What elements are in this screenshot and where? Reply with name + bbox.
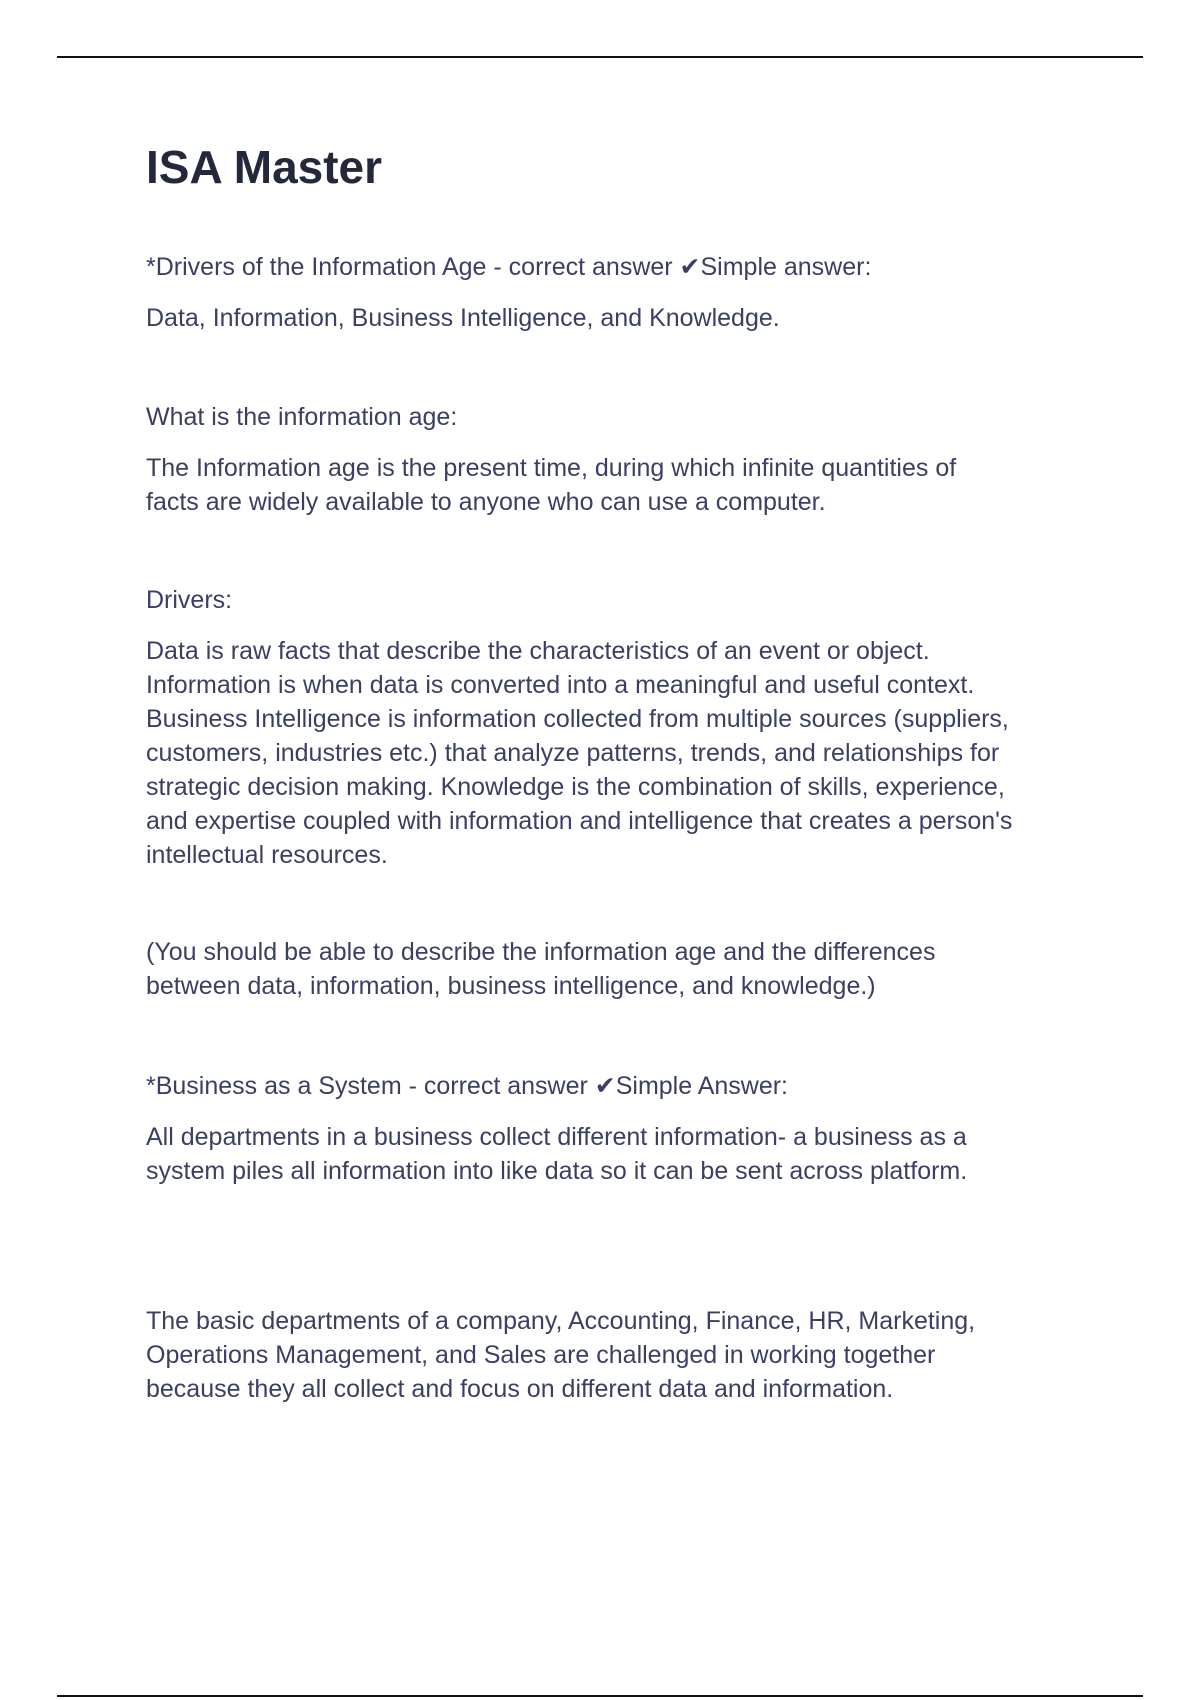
- paragraph-departments: The basic departments of a company, Accounting, Finance, HR, Marketing, Operations Management, and Sales are challenged in working together because they all collect and focus on different data and information.: [146, 1307, 976, 1403]
- subheading-drivers: Drivers:: [146, 586, 233, 614]
- top-divider: [57, 56, 1143, 58]
- bottom-divider: [57, 1695, 1143, 1697]
- question-business-system-heading: *Business as a System - correct answer ✔Simple Answer:: [146, 1072, 789, 1100]
- question-drivers-heading: *Drivers of the Information Age - correct answer ✔Simple answer:: [146, 253, 872, 281]
- paragraph-note: (You should be able to describe the information age and the differences between data, information, business intelligence, and knowledge.): [146, 938, 936, 1000]
- paragraph-information-age: The Information age is the present time, during which infinite quantities of facts are widely available to anyone who can use a computer.: [146, 454, 957, 516]
- subheading-information-age: What is the information age:: [146, 403, 458, 431]
- document-body: [146, 140, 1106, 1403]
- answer-drivers-simple: Data, Information, Business Intelligence, and Knowledge.: [146, 304, 780, 332]
- paragraph-drivers: Data is raw facts that describe the characteristics of an event or object. Information is when data is converted into a meaningful and useful context. Business Intelligence is information collected from multiple sources (suppliers, customers, industries etc.) that analyze patterns, trends, and relationships for strategic decision making. Knowledge is the combination of skills, experience, and expertise coupled with information and intelligence that creates a person's intellectual resources.: [146, 637, 1013, 869]
- answer-business-system: All departments in a business collect different information- a business as a system piles all information into like data so it can be sent across platform.: [146, 1123, 968, 1185]
- document-title: ISA Master: [146, 141, 383, 193]
